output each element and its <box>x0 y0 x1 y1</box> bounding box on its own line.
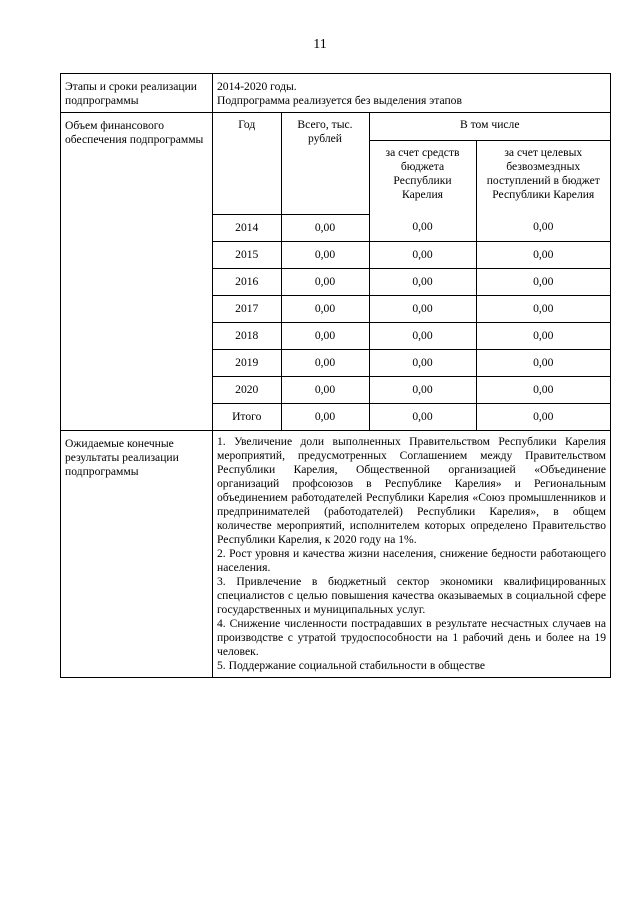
stages-period: 2014-2020 годы. <box>217 80 297 93</box>
finance-table <box>213 113 610 430</box>
finance-targeted-cell: 0,00 <box>476 268 610 295</box>
finance-row <box>61 113 611 431</box>
finance-col-total: Всего, тыс. рублей <box>281 113 369 214</box>
finance-year-cell: 2014 <box>213 214 281 241</box>
result-item: 5. Поддержание социальной стабильности в обществе <box>217 658 486 672</box>
finance-budget-cell: 0,00 <box>369 376 476 403</box>
finance-targeted-cell: 0,00 <box>476 403 610 430</box>
finance-col-including: В том числе <box>369 113 610 141</box>
finance-col-budget: за счет средств бюджета Республики Карелия <box>369 141 476 215</box>
result-item: 2. Рост уровня и качества жизни населения, снижение бедности работающего населения. <box>217 546 606 574</box>
finance-total-cell: 0,00 <box>281 376 369 403</box>
finance-targeted-cell: 0,00 <box>476 241 610 268</box>
finance-data-row <box>213 322 610 349</box>
results-row <box>61 430 611 677</box>
results-label: Ожидаемые конечные результаты реализации подпрограммы <box>61 430 213 677</box>
page-number: 11 <box>313 37 327 52</box>
result-item: 1. Увеличение доли выполненных Правительством Республики Карелия мероприятий, предусмотренных Соглашением между Правительством Республики Карелия, Общественной организацией «Объединение организаций профсоюзов в Республике Карелия» и Региональным объединением работодателей Республики Карелия «Союз промышленников и предпринимателей (работодателей) Республики Карелия», в общем количестве мероприятий, исполнителем которых определено Правительство Республики Карелия, к 2020 году на 1%. <box>217 434 606 546</box>
finance-targeted-cell: 0,00 <box>476 376 610 403</box>
finance-total-cell: 0,00 <box>281 403 369 430</box>
finance-label: Объем финансового обеспечения подпрограммы <box>61 113 213 431</box>
subprogram-passport-table <box>60 73 611 678</box>
finance-data-row <box>213 268 610 295</box>
finance-budget-cell: 0,00 <box>369 241 476 268</box>
finance-header-row <box>213 113 610 141</box>
finance-year-cell: 2020 <box>213 376 281 403</box>
finance-targeted-cell: 0,00 <box>476 322 610 349</box>
finance-budget-cell: 0,00 <box>369 295 476 322</box>
finance-year-cell: Итого <box>213 403 281 430</box>
finance-targeted-cell: 0,00 <box>476 214 610 241</box>
stages-row <box>61 74 611 113</box>
finance-year-cell: 2015 <box>213 241 281 268</box>
finance-year-cell: 2019 <box>213 349 281 376</box>
finance-total-cell: 0,00 <box>281 349 369 376</box>
finance-year-cell: 2016 <box>213 268 281 295</box>
finance-budget-cell: 0,00 <box>369 349 476 376</box>
finance-data-row <box>213 241 610 268</box>
finance-targeted-cell: 0,00 <box>476 349 610 376</box>
finance-total-cell: 0,00 <box>281 268 369 295</box>
finance-total-cell: 0,00 <box>281 295 369 322</box>
finance-col-year: Год <box>213 113 281 214</box>
results-list <box>213 430 611 677</box>
finance-budget-cell: 0,00 <box>369 403 476 430</box>
stages-label: Этапы и сроки реализации подпрограммы <box>61 74 213 113</box>
finance-data-row <box>213 403 610 430</box>
finance-total-cell: 0,00 <box>281 241 369 268</box>
stages-value <box>213 74 611 113</box>
finance-data-row <box>213 376 610 403</box>
finance-data-row <box>213 349 610 376</box>
finance-total-cell: 0,00 <box>281 214 369 241</box>
finance-year-cell: 2017 <box>213 295 281 322</box>
result-item: 3. Привлечение в бюджетный сектор экономики квалифицированных специалистов с целью повышения качества оказываемых в социальной сфере государственных и муниципальных услуг. <box>217 574 606 616</box>
finance-budget-cell: 0,00 <box>369 322 476 349</box>
stages-note: Подпрограмма реализуется без выделения этапов <box>217 94 462 107</box>
finance-data-row <box>213 214 610 241</box>
finance-targeted-cell: 0,00 <box>476 295 610 322</box>
finance-year-cell: 2018 <box>213 322 281 349</box>
finance-budget-cell: 0,00 <box>369 268 476 295</box>
finance-col-targeted: за счет целевых безвозмездных поступлений в бюджет Республики Карелия <box>476 141 610 215</box>
finance-data-row <box>213 295 610 322</box>
finance-budget-cell: 0,00 <box>369 214 476 241</box>
result-item: 4. Снижение численности пострадавших в результате несчастных случаев на производстве с утратой трудоспособности на 1 рабочий день и более на 19 человек. <box>217 616 606 658</box>
finance-total-cell: 0,00 <box>281 322 369 349</box>
